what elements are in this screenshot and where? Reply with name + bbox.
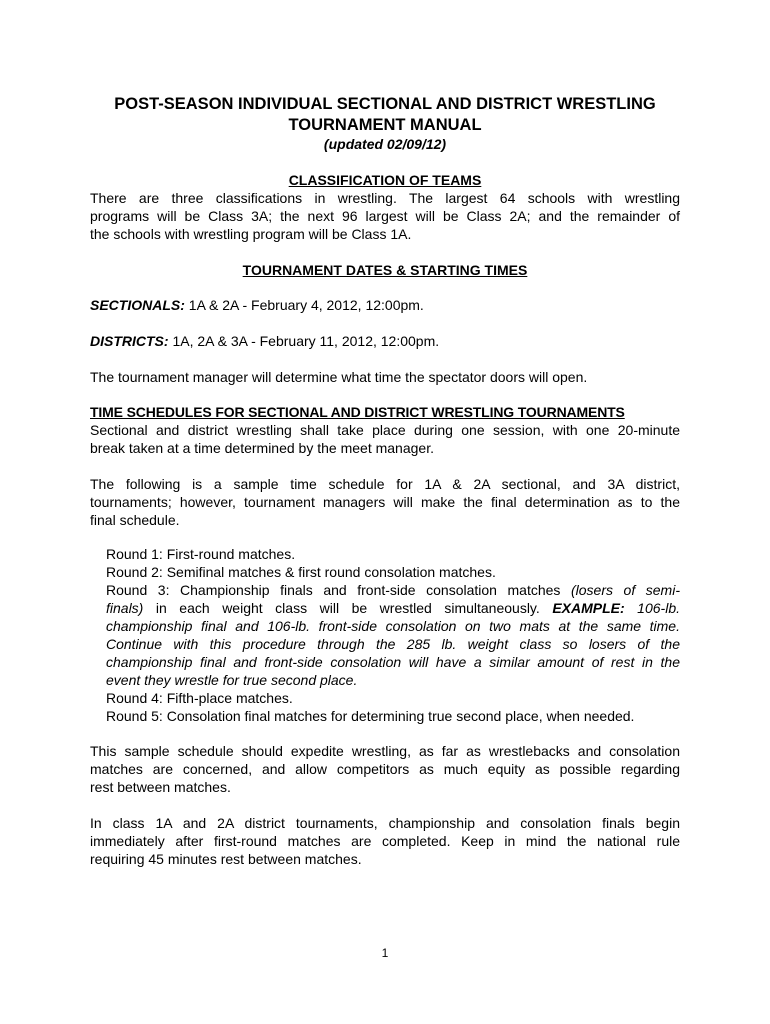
round-4-item: Round 4: Fifth-place matches. — [106, 690, 293, 706]
round-3-item — [106, 581, 680, 599]
title-line-1: POST-SEASON INDIVIDUAL SECTIONAL AND DISTRICT WRESTLING — [114, 95, 656, 113]
round-3-italic: (losers of semi- — [570, 582, 680, 598]
paragraph-line: In class 1A and 2A district tournaments, championship and consolation finals begin — [90, 815, 680, 831]
classification-paragraph — [90, 189, 680, 243]
class-paragraph — [90, 814, 680, 868]
round-5-item: Round 5: Consolation final matches for determining true second place, when needed. — [106, 708, 635, 724]
round-3-italic: finals) — [106, 600, 144, 616]
round-3-example-line: championship final and front-side consolation will have a similar amount of rest in the — [106, 654, 680, 670]
paragraph-line: break taken at a time determined by the meet manager. — [90, 440, 434, 456]
updated-date: (updated 02/09/12) — [323, 136, 447, 152]
round-3-text: Round 3: Championship finals and front-side consolation matches — [106, 582, 571, 598]
paragraph-line: rest between matches. — [90, 779, 231, 795]
districts-text: 1A, 2A & 3A - February 11, 2012, 12:00pm. — [168, 333, 440, 349]
paragraph-line: There are three classifications in wrestling. The largest 64 schools with wrestling — [90, 190, 680, 206]
round-3-example-line: championship final and 106-lb. front-side consolation on two mats at the same time. — [106, 618, 680, 634]
round-3-continued — [106, 599, 680, 617]
paragraph-line: final schedule. — [90, 512, 180, 528]
dates-heading: TOURNAMENT DATES & STARTING TIMES — [242, 262, 528, 278]
round-3-example-line: event they wrestle for true second place. — [106, 672, 358, 688]
paragraph-line: Sectional and district wrestling shall take place during one session, with one 20-minute — [90, 422, 680, 438]
paragraph-line: the schools with wrestling program will be Class 1A. — [90, 226, 412, 242]
paragraph-line: programs will be Class 3A; the next 96 largest will be Class 2A; and the remainder of — [90, 208, 680, 224]
paragraph-line: immediately after first-round matches are completed. Keep in mind the national rule — [90, 833, 680, 849]
round-1-item: Round 1: First-round matches. — [106, 546, 296, 562]
rounds-list — [106, 545, 680, 725]
document-title — [90, 94, 680, 136]
document-page — [90, 0, 680, 1024]
sectionals-text: 1A & 2A - February 4, 2012, 12:00pm. — [184, 297, 424, 313]
example-label: EXAMPLE: — [552, 600, 625, 616]
round-3-text: in each weight class will be wrestled simultaneously. — [143, 600, 553, 616]
round-3-example-line: Continue with this procedure through the 285 lb. weight class so losers of the — [106, 636, 680, 652]
paragraph-line: The following is a sample time schedule for 1A & 2A sectional, and 3A district, — [90, 476, 680, 492]
districts-label: DISTRICTS: — [90, 333, 169, 349]
schedules-heading: TIME SCHEDULES FOR SECTIONAL AND DISTRICT WRESTLING TOURNAMENTS — [90, 404, 625, 420]
session-paragraph — [90, 421, 680, 457]
sample-paragraph — [90, 475, 680, 529]
paragraph-line: requiring 45 minutes rest between matches. — [90, 851, 362, 867]
paragraph-line: This sample schedule should expedite wrestling, as far as wrestlebacks and consolation — [90, 743, 680, 759]
round-3-italic: 106-lb. — [624, 600, 680, 616]
paragraph-line: matches are concerned, and allow competitors as much equity as possible regarding — [90, 761, 680, 777]
expedite-paragraph — [90, 742, 680, 796]
title-line-2: TOURNAMENT MANUAL — [288, 116, 482, 134]
doors-paragraph: The tournament manager will determine what time the spectator doors will open. — [90, 369, 588, 385]
sectionals-label: SECTIONALS: — [90, 297, 185, 313]
paragraph-line: tournaments; however, tournament managers will make the final determination as to the — [90, 494, 680, 510]
districts-line — [90, 332, 680, 350]
sectionals-line — [90, 296, 680, 314]
classification-heading: CLASSIFICATION OF TEAMS — [288, 172, 482, 188]
round-2-item: Round 2: Semifinal matches & first round consolation matches. — [106, 564, 496, 580]
page-number: 1 — [381, 946, 389, 960]
